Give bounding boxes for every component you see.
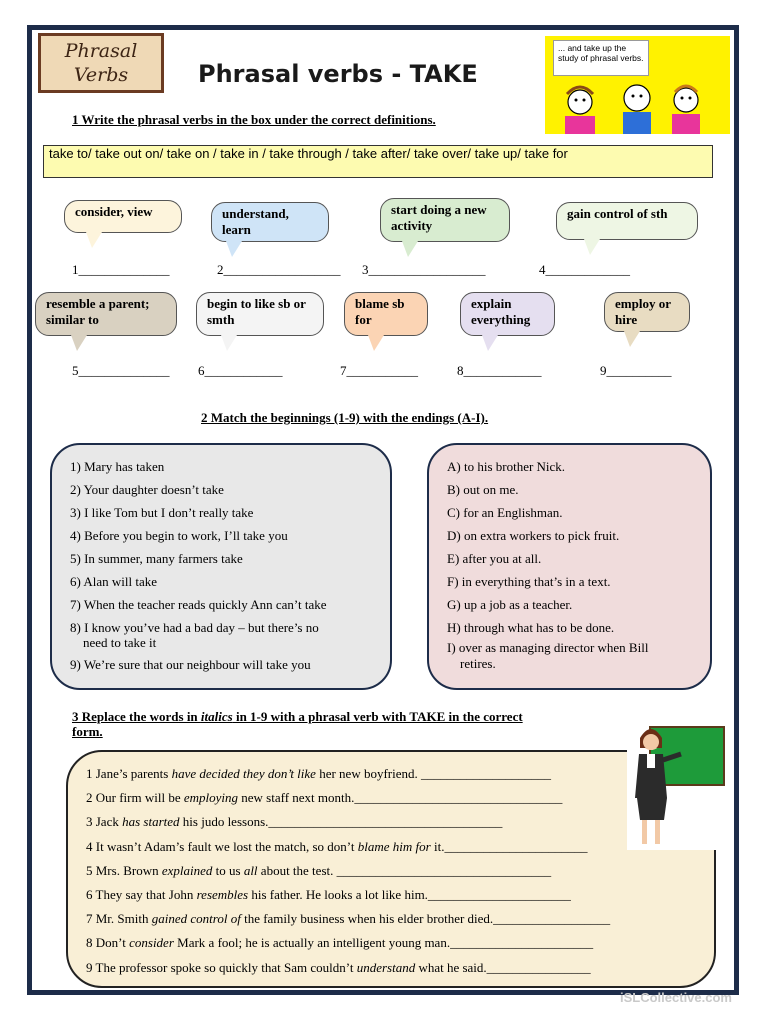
callout-tail [368, 335, 384, 351]
beginnings-box [50, 443, 392, 690]
definition-callout: blame sb for [344, 292, 428, 336]
callout-tail [624, 331, 640, 347]
answer-blank[interactable]: 9__________ [600, 363, 672, 378]
ending-item: A) to his brother Nick. [447, 459, 566, 474]
answer-blank[interactable]: 2__________________ [217, 262, 341, 277]
definition-callout: consider, view [64, 200, 182, 233]
ending-item: retires. [460, 656, 496, 671]
answer-blank[interactable]: 8____________ [457, 363, 542, 378]
beginning-item: 2) Your daughter doesn’t take [70, 482, 224, 497]
callout-tail [402, 241, 418, 257]
beginning-item: 4) Before you begin to work, I’ll take you [70, 528, 288, 543]
definition-callout: employ or hire [604, 292, 690, 332]
definition-callout: begin to like sb or smth [196, 292, 324, 336]
page-title: Phrasal verbs - TAKE [198, 60, 478, 88]
beginning-item: 8) I know you’ve had a bad day – but there’s no [70, 620, 319, 635]
definition-callout: resemble a parent; similar to [35, 292, 177, 336]
definition-callout: explain everything [460, 292, 555, 336]
callout-tail [221, 335, 237, 351]
replace-sentence: 8 Don’t consider Mark a fool; he is actually an intelligent young man.______________________ [86, 935, 594, 951]
beginning-item: 9) We’re sure that our neighbour will take you [70, 657, 311, 672]
phrasal-verb-word-box: take to/ take out on/ take on / take in / take through / take after/ take over/ take up/ take for [43, 145, 713, 178]
definition-callout: understand, learn [211, 202, 329, 242]
definition-callout: start doing a new activity [380, 198, 510, 242]
beginning-item: 7) When the teacher reads quickly Ann can’t take [70, 597, 327, 612]
endings-box [427, 443, 712, 690]
section2-heading: 2 Match the beginnings (1-9) with the endings (A-I). [201, 410, 489, 425]
cartoon-speech-bubble: ... and take up the study of phrasal verbs. [553, 40, 649, 76]
ending-item: G) up a job as a teacher. [447, 597, 573, 612]
teacher-image [627, 720, 726, 850]
replace-sentence: 3 Jack has started his judo lessons.____________________________________ [86, 814, 503, 830]
replace-sentence: 6 They say that John resembles his father. He looks a lot like him.______________________ [86, 887, 571, 902]
answer-blank[interactable]: 5______________ [72, 363, 170, 378]
phrasal-verbs-logo: Phrasal Verbs [38, 33, 164, 93]
section1-heading: 1 Write the phrasal verbs in the box under the correct definitions. [72, 112, 436, 127]
replace-sentence: 1 Jane’s parents have decided they don’t like her new boyfriend. ____________________ [86, 766, 552, 781]
cartoon-kids-icon [545, 36, 730, 134]
replace-sentence: 9 The professor spoke so quickly that Sam couldn’t understand what he said.________________ [86, 959, 591, 975]
answer-blank[interactable]: 1______________ [72, 262, 170, 277]
replace-sentence: 7 Mr. Smith gained control of the family business when his elder brother died.__________________ [86, 911, 611, 927]
callout-tail [584, 239, 600, 255]
beginning-item: 5) In summer, many farmers take [70, 551, 243, 566]
definition-callout: gain control of sth [556, 202, 698, 240]
answer-blank[interactable]: 7___________ [340, 363, 418, 378]
replace-sentence: 2 Our firm will be employing new staff next month.________________________________ [86, 790, 563, 806]
ending-item: H) through what has to be done. [447, 620, 615, 635]
ending-item: F) in everything that’s in a text. [447, 574, 611, 589]
answer-blank[interactable]: 4_____________ [539, 262, 630, 277]
cartoon-image [545, 36, 730, 134]
section3-heading: 3 Replace the words in italics in 1-9 with a phrasal verb with TAKE in the correct form. [72, 709, 523, 739]
ending-item: I) over as managing director when Bill [447, 640, 649, 655]
beginning-item: need to take it [83, 635, 157, 650]
teacher-figure-icon [627, 720, 687, 850]
ending-item: C) for an Englishman. [447, 505, 563, 520]
answer-blank[interactable]: 6____________ [198, 363, 283, 378]
beginning-item: 1) Mary has taken [70, 459, 165, 474]
replace-sentence: 5 Mrs. Brown explained to us all about the test. _________________________________ [86, 862, 552, 878]
callout-tail [226, 241, 242, 257]
watermark: iSLCollective.com [620, 990, 732, 1005]
ending-item: D) on extra workers to pick fruit. [447, 528, 620, 543]
replace-sentence: 4 It wasn’t Adam’s fault we lost the match, so don’t blame him for it.______________________ [86, 838, 588, 854]
answer-blank[interactable]: 3__________________ [362, 262, 486, 277]
callout-tail [86, 232, 102, 248]
ending-item: B) out on me. [447, 482, 519, 497]
callout-tail [482, 335, 498, 351]
ending-item: E) after you at all. [447, 551, 542, 566]
callout-tail [71, 335, 87, 351]
replace-sentences-box [66, 750, 716, 988]
beginning-item: 6) Alan will take [70, 574, 158, 589]
beginning-item: 3) I like Tom but I don’t really take [70, 505, 254, 520]
